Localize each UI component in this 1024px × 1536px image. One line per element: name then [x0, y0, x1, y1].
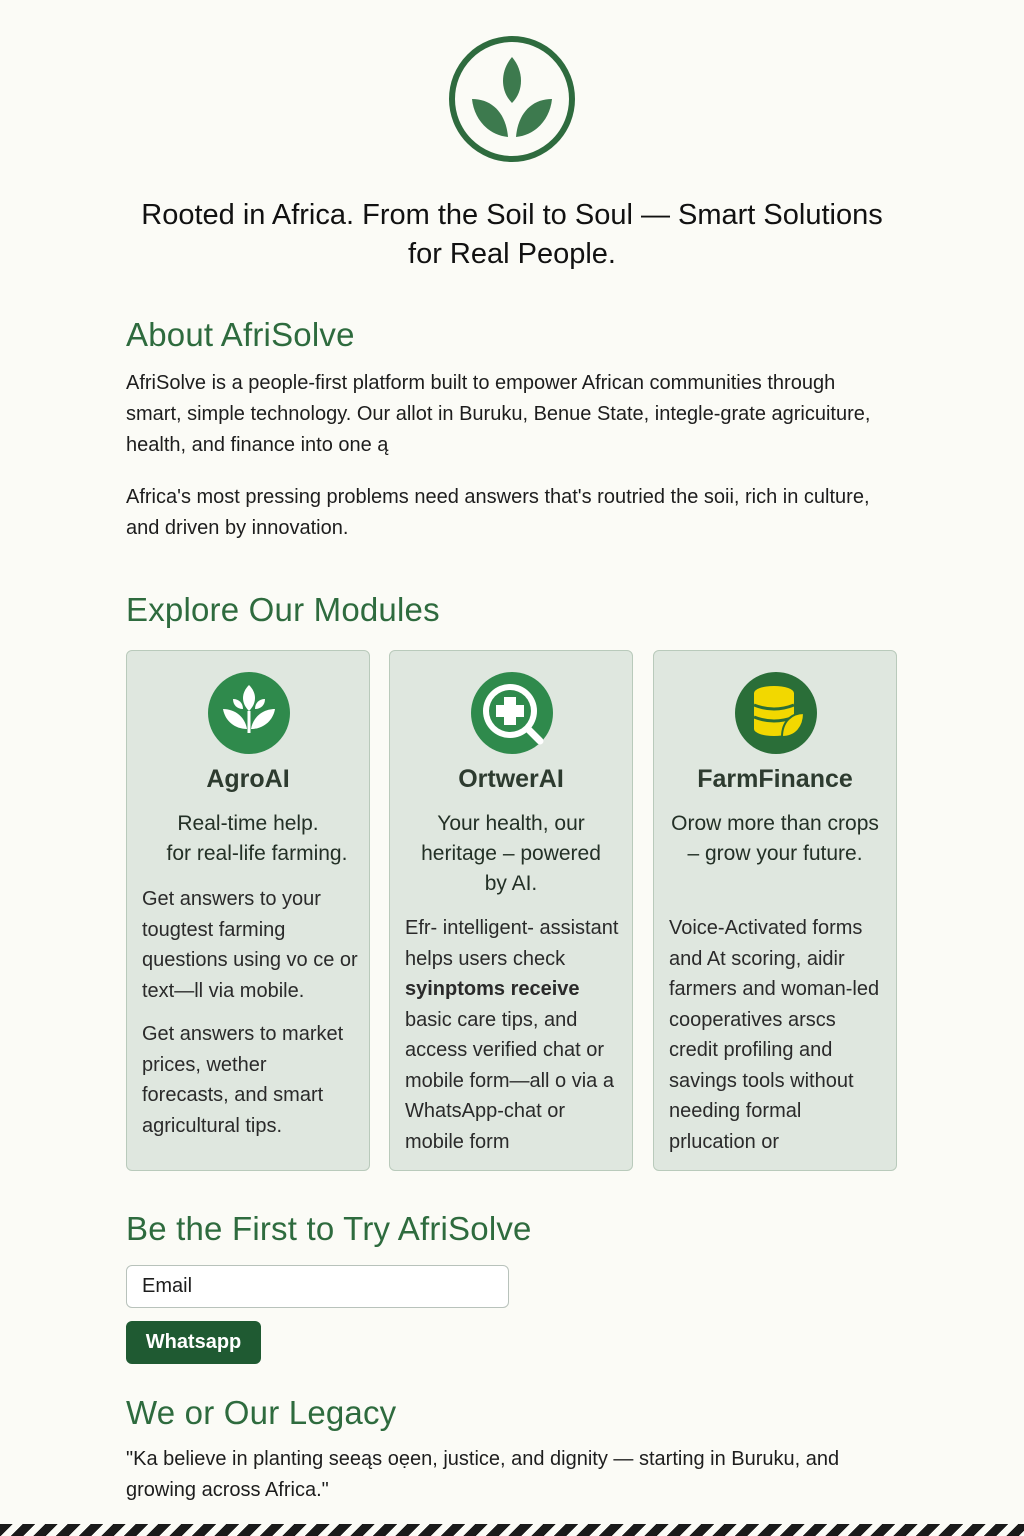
description-text: Efr- intelligent- assistant helps users check: [405, 917, 619, 970]
subtitle-line: for real-life farming.: [166, 842, 348, 865]
whatsapp-button[interactable]: Whatsapp: [126, 1321, 261, 1364]
signup-heading: Be the First to Try AfriSolve: [126, 1210, 532, 1247]
leaf-sprout-icon: [448, 35, 576, 163]
health-cross-icon: [470, 671, 554, 755]
subtitle-line: Real-time help.: [177, 812, 319, 835]
module-subtitle: Orow more than crops – grow your future.: [671, 812, 879, 865]
module-title: FarmFinance: [697, 765, 853, 793]
module-subtitle: [139, 809, 357, 869]
legacy-heading: We or Our Legacy: [126, 1394, 397, 1431]
module-subtitle: Your health, our heritage – powered by AI.: [421, 812, 601, 895]
legacy-quote: "Ka believe in planting seeąs oẹen, justice, and dignity — starting in Buruku, and growing across Africa.": [126, 1448, 840, 1501]
module-card-farmfinance[interactable]: [653, 650, 897, 1171]
hero-tagline: Rooted in Africa. From the Soil to Soul — Smart Solutions for Real People.: [141, 199, 883, 270]
module-description: Get answers to your tougtest farming questions using vo ce or text—ll via mobile.: [142, 888, 358, 1002]
about-paragraph-1: AfriSolve is a people-first platform built to empower African communities through smart, simple technology. Our allot in Buruku, Benue State, integle-grate agricuiture, health, and finance into one ą: [126, 372, 871, 456]
email-field[interactable]: [126, 1265, 509, 1308]
module-description: [405, 913, 628, 1157]
module-card-agroai[interactable]: [126, 650, 370, 1171]
about-paragraph-2: Africa's most pressing problems need answers that's routried the soii, rich in culture, and driven by innovation.: [126, 486, 870, 539]
module-title: AgroAI: [206, 765, 290, 793]
description-highlight: syinptoms receive: [405, 978, 580, 1000]
module-description: Voice-Activated forms and At scoring, aidir farmers and woman-led cooperatives arscs credit profiling and savings tools without needing formal prlucation or: [669, 917, 880, 1153]
description-text: basic care tips, and access verified chat or mobile form—all o via a WhatsApp-chat or mobile form: [405, 1008, 614, 1153]
module-title: OrtwerAI: [458, 765, 564, 793]
module-card-ortwerai[interactable]: [389, 650, 633, 1171]
footer-divider: [0, 1524, 1024, 1536]
coins-leaf-icon: [734, 671, 818, 755]
module-description-2: Get answers to market prices, wether forecasts, and smart agricultural tips.: [142, 1023, 344, 1137]
sprout-icon: [207, 671, 291, 755]
about-heading: About AfriSolve: [126, 316, 355, 353]
modules-heading: Explore Our Modules: [126, 591, 440, 628]
